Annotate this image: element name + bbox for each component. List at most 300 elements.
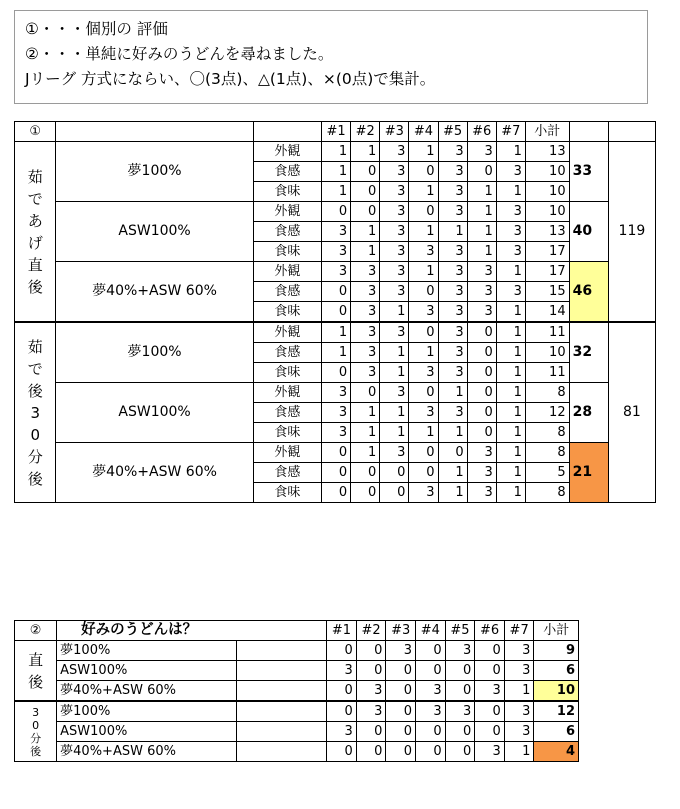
score-cell: 0 <box>467 343 496 363</box>
score-cell: 3 <box>475 681 505 702</box>
group-total: 46 <box>569 262 608 323</box>
score-cell: 3 <box>356 701 386 722</box>
header-judge-3: #3 <box>380 122 409 142</box>
noodle-name: 夢100% <box>56 322 253 383</box>
score-cell: 0 <box>416 722 446 742</box>
table-header-row <box>15 122 656 142</box>
score-cell: 3 <box>467 142 496 162</box>
score-cell: 0 <box>467 363 496 383</box>
section-label-char: 茹 <box>27 337 43 356</box>
score-cell: 0 <box>351 483 380 503</box>
section-label-char: 0 <box>30 425 40 444</box>
score-cell: 0 <box>386 701 416 722</box>
score-cell: 0 <box>322 302 351 323</box>
noodle-name: 夢40%+ASW 60% <box>56 262 253 323</box>
section-total: 119 <box>608 142 655 323</box>
category-label: 食感 <box>253 222 321 242</box>
blank-cell <box>237 661 327 681</box>
score-cell: 0 <box>351 162 380 182</box>
score-cell: 0 <box>327 701 357 722</box>
blank-cell <box>237 722 327 742</box>
table-row <box>15 661 579 681</box>
score-cell: 1 <box>496 322 525 343</box>
score-cell: 0 <box>475 701 505 722</box>
section-label-char: 後 <box>27 381 43 400</box>
header-judge-6: #6 <box>467 122 496 142</box>
score-cell: 1 <box>496 443 525 463</box>
table-row <box>15 641 579 661</box>
noodle-name: 夢100% <box>57 701 237 722</box>
table-header-row <box>15 621 579 641</box>
section-label-char: あ <box>27 211 43 230</box>
score-cell: 3 <box>351 282 380 302</box>
score-cell: 3 <box>351 343 380 363</box>
group-total: 40 <box>569 202 608 262</box>
table-row <box>15 322 656 343</box>
header-judge-5: #5 <box>445 621 475 641</box>
section-label-char: 直 <box>28 650 44 669</box>
section-label <box>15 701 57 762</box>
table-row <box>15 142 656 162</box>
section-label-char: 茹 <box>27 167 43 186</box>
score-cell: 0 <box>416 661 446 681</box>
score-cell: 1 <box>496 182 525 202</box>
score-cell: 3 <box>438 302 467 323</box>
subtotal-cell: 10 <box>525 202 569 222</box>
note-box <box>14 10 648 104</box>
score-cell: 0 <box>386 742 416 762</box>
noodle-name: ASW100% <box>56 383 253 443</box>
noodle-name: ASW100% <box>57 722 237 742</box>
score-cell: 3 <box>409 302 438 323</box>
subtotal-cell: 4 <box>534 742 579 762</box>
score-cell: 0 <box>322 463 351 483</box>
score-cell: 1 <box>409 262 438 282</box>
note-line-3: Jリーグ 方式にならい、〇(3点)、△(1点)、×(0点)で集計。 <box>25 70 436 88</box>
table-row <box>15 443 656 463</box>
preference-table <box>14 620 579 762</box>
header-judge-4: #4 <box>409 122 438 142</box>
score-cell: 3 <box>496 202 525 222</box>
subtotal-cell: 17 <box>525 262 569 282</box>
section-label-char: 後 <box>27 469 43 488</box>
score-cell: 0 <box>351 383 380 403</box>
category-label: 食味 <box>253 182 321 202</box>
category-label: 食感 <box>253 343 321 363</box>
header-judge-2: #2 <box>356 621 386 641</box>
table-row <box>15 722 579 742</box>
score-cell: 3 <box>496 222 525 242</box>
category-label: 外観 <box>253 142 321 162</box>
score-cell: 3 <box>416 681 446 702</box>
section-label-char: で <box>27 189 43 208</box>
score-cell: 1 <box>409 222 438 242</box>
score-cell: 0 <box>322 363 351 383</box>
score-cell: 3 <box>322 423 351 443</box>
note-line-2: ②・・・単純に好みのうどんを尋ねました。 <box>25 45 334 63</box>
header-judge-5: #5 <box>438 122 467 142</box>
score-cell: 1 <box>496 363 525 383</box>
score-cell: 3 <box>380 282 409 302</box>
score-cell: 0 <box>409 282 438 302</box>
noodle-name: ASW100% <box>56 202 253 262</box>
subtotal-cell: 13 <box>525 142 569 162</box>
category-label: 食感 <box>253 463 321 483</box>
section-label <box>15 142 56 323</box>
category-label: 食味 <box>253 363 321 383</box>
score-cell: 0 <box>322 202 351 222</box>
score-cell: 3 <box>351 322 380 343</box>
score-cell: 3 <box>327 661 357 681</box>
group-total: 28 <box>569 383 608 443</box>
category-label: 食味 <box>253 242 321 262</box>
score-cell: 1 <box>322 162 351 182</box>
score-cell: 3 <box>438 262 467 282</box>
score-cell: 0 <box>351 202 380 222</box>
score-cell: 0 <box>322 282 351 302</box>
score-cell: 1 <box>351 222 380 242</box>
score-cell: 1 <box>504 681 534 702</box>
score-cell: 1 <box>380 302 409 323</box>
subtotal-cell: 6 <box>534 722 579 742</box>
score-cell: 1 <box>380 343 409 363</box>
score-cell: 3 <box>416 701 446 722</box>
score-cell: 0 <box>416 641 446 661</box>
score-cell: 1 <box>496 483 525 503</box>
noodle-name: 夢100% <box>57 641 237 661</box>
section-label-char: 後 <box>28 672 44 691</box>
score-cell: 3 <box>496 242 525 262</box>
subtotal-cell: 10 <box>525 343 569 363</box>
score-cell: 0 <box>445 742 475 762</box>
score-cell: 0 <box>356 641 386 661</box>
header-blank <box>56 122 253 142</box>
score-cell: 1 <box>496 302 525 323</box>
category-label: 外観 <box>253 202 321 222</box>
subtotal-cell: 8 <box>525 483 569 503</box>
score-cell: 3 <box>504 701 534 722</box>
score-cell: 3 <box>409 242 438 262</box>
score-cell: 0 <box>356 661 386 681</box>
score-cell: 3 <box>467 483 496 503</box>
section-total: 81 <box>608 322 655 503</box>
score-cell: 3 <box>438 363 467 383</box>
subtotal-cell: 5 <box>525 463 569 483</box>
score-cell: 3 <box>438 242 467 262</box>
category-label: 食味 <box>253 302 321 323</box>
section-label-char: 3 <box>30 403 40 422</box>
header-judge-2: #2 <box>351 122 380 142</box>
noodle-name: 夢40%+ASW 60% <box>57 681 237 702</box>
score-cell: 3 <box>409 403 438 423</box>
score-cell: 3 <box>351 262 380 282</box>
category-label: 食感 <box>253 162 321 182</box>
section-label-char: 3 <box>32 705 40 719</box>
category-label: 食味 <box>253 423 321 443</box>
note-line-1: ①・・・個別の 評価 <box>25 20 168 38</box>
score-cell: 1 <box>467 202 496 222</box>
score-cell: 1 <box>438 483 467 503</box>
category-label: 食感 <box>253 282 321 302</box>
score-cell: 3 <box>351 363 380 383</box>
score-cell: 1 <box>351 242 380 262</box>
score-cell: 0 <box>438 443 467 463</box>
score-cell: 1 <box>467 222 496 242</box>
score-cell: 3 <box>438 322 467 343</box>
score-cell: 1 <box>496 383 525 403</box>
score-cell: 1 <box>467 242 496 262</box>
score-cell: 3 <box>438 282 467 302</box>
score-cell: 0 <box>322 483 351 503</box>
score-cell: 1 <box>438 383 467 403</box>
score-cell: 1 <box>409 423 438 443</box>
section-label-char: 直 <box>27 255 43 274</box>
section-label-char: 後 <box>30 744 42 758</box>
score-cell: 3 <box>504 722 534 742</box>
score-cell: 0 <box>445 681 475 702</box>
noodle-name: 夢40%+ASW 60% <box>57 742 237 762</box>
subtotal-cell: 11 <box>525 363 569 383</box>
score-cell: 0 <box>416 742 446 762</box>
subtotal-cell: 10 <box>525 162 569 182</box>
table-row <box>15 701 579 722</box>
score-cell: 3 <box>356 681 386 702</box>
score-cell: 1 <box>496 423 525 443</box>
header-judge-7: #7 <box>496 122 525 142</box>
section-marker: ② <box>15 621 57 641</box>
score-cell: 1 <box>438 222 467 242</box>
score-cell: 3 <box>438 182 467 202</box>
score-cell: 0 <box>409 162 438 182</box>
score-cell: 0 <box>475 641 505 661</box>
header-blank <box>608 122 655 142</box>
header-subtotal: 小計 <box>525 122 569 142</box>
table-row <box>15 383 656 403</box>
score-cell: 0 <box>475 661 505 681</box>
score-cell: 3 <box>380 322 409 343</box>
section-label <box>15 641 57 702</box>
header-blank <box>569 122 608 142</box>
noodle-name: ASW100% <box>57 661 237 681</box>
score-cell: 1 <box>351 423 380 443</box>
subtotal-cell: 8 <box>525 443 569 463</box>
table-row <box>15 202 656 222</box>
header-blank <box>253 122 321 142</box>
header-judge-1: #1 <box>322 122 351 142</box>
score-cell: 0 <box>380 463 409 483</box>
section-marker: ① <box>15 122 56 142</box>
subtotal-cell: 11 <box>525 322 569 343</box>
score-cell: 1 <box>496 343 525 363</box>
evaluation-table <box>14 121 656 503</box>
score-cell: 1 <box>322 182 351 202</box>
score-cell: 1 <box>438 463 467 483</box>
score-cell: 0 <box>445 722 475 742</box>
score-cell: 3 <box>380 383 409 403</box>
category-label: 食味 <box>253 483 321 503</box>
score-cell: 0 <box>409 463 438 483</box>
score-cell: 3 <box>380 443 409 463</box>
category-label: 外観 <box>253 443 321 463</box>
score-cell: 1 <box>351 443 380 463</box>
header-judge-1: #1 <box>327 621 357 641</box>
header-subtotal: 小計 <box>534 621 579 641</box>
score-cell: 0 <box>467 423 496 443</box>
score-cell: 3 <box>322 383 351 403</box>
table-row <box>15 742 579 762</box>
section-label-char: で <box>27 359 43 378</box>
score-cell: 3 <box>467 262 496 282</box>
score-cell: 1 <box>322 343 351 363</box>
subtotal-cell: 14 <box>525 302 569 323</box>
section-label-char: げ <box>27 233 43 252</box>
score-cell: 3 <box>438 403 467 423</box>
subtotal-cell: 15 <box>525 282 569 302</box>
score-cell: 1 <box>380 423 409 443</box>
score-cell: 3 <box>438 343 467 363</box>
score-cell: 3 <box>467 302 496 323</box>
section-label-char: 後 <box>27 277 43 296</box>
score-cell: 0 <box>386 722 416 742</box>
blank-cell <box>237 742 327 762</box>
score-cell: 0 <box>475 722 505 742</box>
score-cell: 0 <box>467 322 496 343</box>
score-cell: 1 <box>496 403 525 423</box>
score-cell: 0 <box>322 443 351 463</box>
subtotal-cell: 12 <box>534 701 579 722</box>
score-cell: 3 <box>351 302 380 323</box>
score-cell: 3 <box>445 641 475 661</box>
subtotal-cell: 8 <box>525 423 569 443</box>
score-cell: 1 <box>467 182 496 202</box>
score-cell: 3 <box>496 162 525 182</box>
score-cell: 1 <box>380 363 409 383</box>
score-cell: 1 <box>409 343 438 363</box>
subtotal-cell: 6 <box>534 661 579 681</box>
score-cell: 3 <box>445 701 475 722</box>
score-cell: 0 <box>386 681 416 702</box>
score-cell: 1 <box>380 403 409 423</box>
score-cell: 3 <box>438 142 467 162</box>
score-cell: 3 <box>380 162 409 182</box>
score-cell: 0 <box>356 742 386 762</box>
subtotal-cell: 8 <box>525 383 569 403</box>
score-cell: 1 <box>322 322 351 343</box>
score-cell: 3 <box>380 202 409 222</box>
score-cell: 3 <box>409 483 438 503</box>
category-label: 外観 <box>253 322 321 343</box>
subtotal-cell: 10 <box>525 182 569 202</box>
score-cell: 1 <box>351 142 380 162</box>
header-judge-4: #4 <box>416 621 446 641</box>
category-label: 外観 <box>253 262 321 282</box>
section-label <box>15 322 56 503</box>
noodle-name: 夢40%+ASW 60% <box>56 443 253 503</box>
score-cell: 1 <box>496 142 525 162</box>
score-cell: 0 <box>467 403 496 423</box>
score-cell: 0 <box>351 463 380 483</box>
subtotal-cell: 17 <box>525 242 569 262</box>
table-row <box>15 262 656 282</box>
score-cell: 0 <box>356 722 386 742</box>
score-cell: 3 <box>380 182 409 202</box>
score-cell: 1 <box>322 142 351 162</box>
noodle-name: 夢100% <box>56 142 253 202</box>
score-cell: 0 <box>327 681 357 702</box>
score-cell: 1 <box>438 423 467 443</box>
score-cell: 0 <box>327 641 357 661</box>
subtotal-cell: 10 <box>534 681 579 702</box>
score-cell: 3 <box>409 363 438 383</box>
score-cell: 3 <box>322 222 351 242</box>
section-label-char: 0 <box>32 718 40 732</box>
group-total: 32 <box>569 322 608 383</box>
header-judge-3: #3 <box>386 621 416 641</box>
category-label: 食感 <box>253 403 321 423</box>
section-label-char: 分 <box>27 447 43 466</box>
score-cell: 1 <box>351 403 380 423</box>
header-judge-7: #7 <box>504 621 534 641</box>
score-cell: 0 <box>409 202 438 222</box>
table-row <box>15 681 579 702</box>
score-cell: 3 <box>467 443 496 463</box>
score-cell: 0 <box>409 383 438 403</box>
score-cell: 3 <box>322 262 351 282</box>
subtotal-cell: 12 <box>525 403 569 423</box>
score-cell: 0 <box>327 742 357 762</box>
category-label: 外観 <box>253 383 321 403</box>
score-cell: 3 <box>380 222 409 242</box>
score-cell: 3 <box>380 262 409 282</box>
blank-cell <box>237 681 327 702</box>
blank-cell <box>237 701 327 722</box>
header-judge-6: #6 <box>475 621 505 641</box>
score-cell: 1 <box>504 742 534 762</box>
subtotal-cell: 13 <box>525 222 569 242</box>
group-total: 21 <box>569 443 608 503</box>
score-cell: 3 <box>496 282 525 302</box>
score-cell: 0 <box>445 661 475 681</box>
score-cell: 0 <box>380 483 409 503</box>
score-cell: 0 <box>409 443 438 463</box>
score-cell: 0 <box>351 182 380 202</box>
score-cell: 3 <box>322 403 351 423</box>
score-cell: 3 <box>504 661 534 681</box>
score-cell: 1 <box>496 463 525 483</box>
score-cell: 3 <box>380 242 409 262</box>
score-cell: 3 <box>504 641 534 661</box>
score-cell: 3 <box>467 282 496 302</box>
group-total: 33 <box>569 142 608 202</box>
score-cell: 3 <box>380 142 409 162</box>
score-cell: 1 <box>409 182 438 202</box>
score-cell: 3 <box>475 742 505 762</box>
score-cell: 3 <box>322 242 351 262</box>
score-cell: 3 <box>438 202 467 222</box>
score-cell: 3 <box>467 463 496 483</box>
score-cell: 1 <box>409 142 438 162</box>
score-cell: 0 <box>386 661 416 681</box>
score-cell: 1 <box>496 262 525 282</box>
score-cell: 0 <box>467 383 496 403</box>
section-label-char: 分 <box>30 731 42 745</box>
score-cell: 3 <box>438 162 467 182</box>
preference-title: 好みのうどんは？ <box>57 621 327 641</box>
score-cell: 0 <box>467 162 496 182</box>
score-cell: 3 <box>386 641 416 661</box>
score-cell: 0 <box>409 322 438 343</box>
score-cell: 3 <box>327 722 357 742</box>
